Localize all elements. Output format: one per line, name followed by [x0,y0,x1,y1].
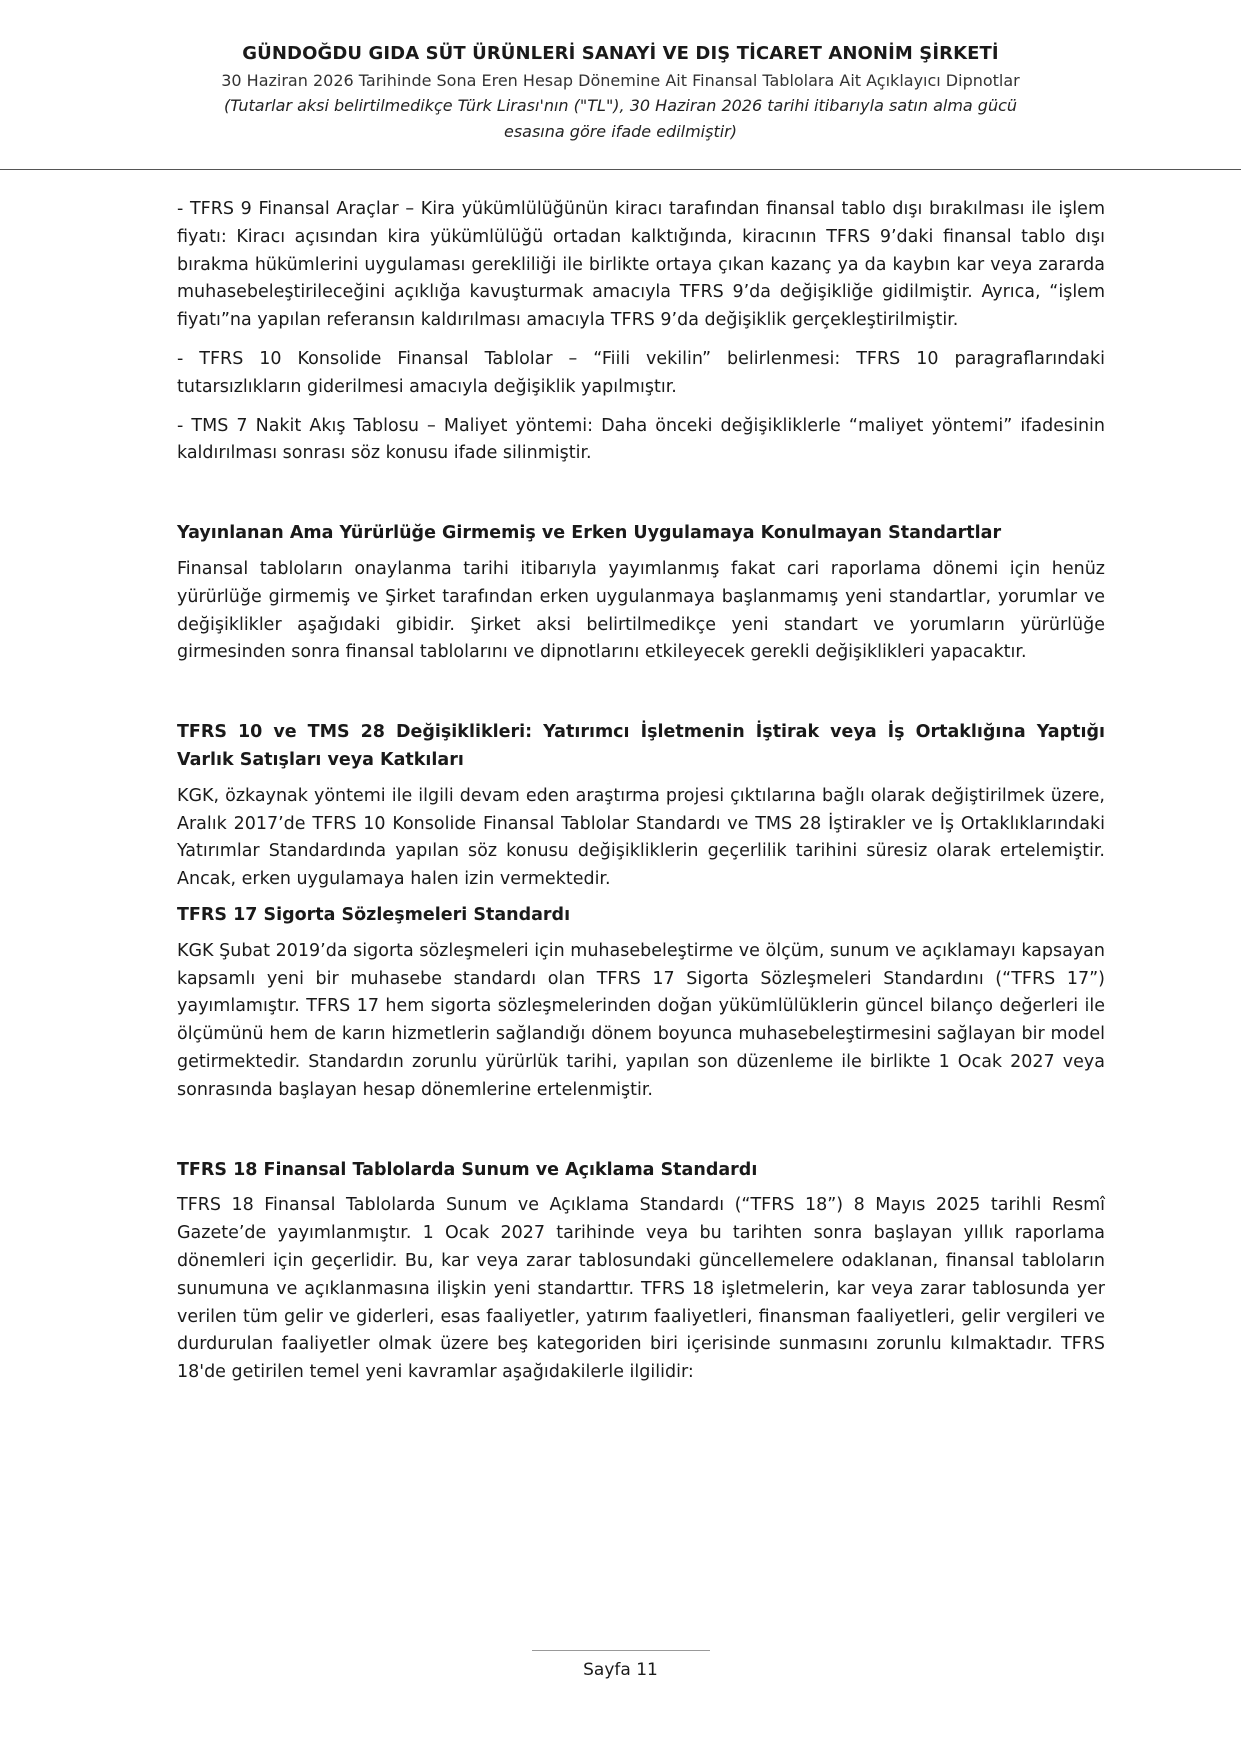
heading-tfrs18: TFRS 18 Finansal Tablolarda Sunum ve Açıklama Standardı [177,1159,758,1180]
footer-divider [532,1650,710,1651]
paragraph-tfrs18: TFRS 18 Finansal Tablolarda Sunum ve Açıklama Standardı (“TFRS 18”) 8 Mayıs 2025 tarihli Resmî Gazete’de yayımlanmıştır. 1 Ocak 2027 tarihinde veya bu tarihten sonra başlayan yıllık raporlama dönemleri için geçerlidir. Bu, kar veya zarar tablosundaki güncellemelere odaklanan, finansal tabloların sunumuna ve açıklanmasına ilişkin yeni standarttır. TFRS 18 işletmelerin, kar veya zarar tablosunda yer verilen tüm gelir ve giderleri, esas faaliyetler, yatırım faaliyetleri, finansman faaliyetleri, gelir vergileri ve durdurulan faaliyetler olmak üzere beş kategoriden biri içerisinde sunmasını zorunlu kılmaktadır. TFRS 18'de getirilen temel yeni kavramlar aşağıdakilerle ilgilidir: [177,1195,1105,1383]
paragraph-tfrs9: - TFRS 9 Finansal Araçlar – Kira yükümlülüğünün kiracı tarafından finansal tablo dışı bırakılması ile işlem fiyatı: Kiracı açısından kira yükümlülüğü ortadan kalktığında, kiracının TFRS 9’daki finansal tablo dışı bırakma hükümlerini uygulaması gerekliliği ile birlikte ortaya çıkan kazanç ya da kaybın kar veya zararda muhasebeleştirileceğini açıklığa kavuşturmak amacıyla TFRS 9’da değişikliğe gidilmiştir. Ayrıca, “işlem fiyatı”na yapılan referansın kaldırılması amacıyla TFRS 9’da değişiklik gerçekleştirilmiştir. [177,199,1105,331]
document-subtitle: 30 Haziran 2026 Tarihinde Sona Eren Hesap Dönemine Ait Finansal Tablolara Ait Açıklayıcı Dipnotlar [221,71,1020,90]
paragraph-new-standards: Finansal tabloların onaylanma tarihi itibarıyla yayımlanmış fakat cari raporlama dönemi için henüz yürürlüğe girmemiş ve Şirket tarafından erken uygulanmaya başlanmamış yeni standartlar, yorumlar ve değişiklikler aşağıdaki gibidir. Şirket aksi belirtilmedikçe yeni standart ve yorumların yürürlüğe girmesinden sonra finansal tablolarını ve dipnotlarını etkileyecek gerekli değişiklikleri yapacaktır. [177,558,1105,663]
paragraph-tfrs17: KGK Şubat 2019’da sigorta sözleşmeleri için muhasebeleştirme ve ölçüm, sunum ve açıklamayı kapsayan kapsamlı yeni bir muhasebe standardı olan TFRS 17 Sigorta Sözleşmeleri Standardını (“TFRS 17”) yayımlamıştır. TFRS 17 hem sigorta sözleşmelerinden doğan yükümlülüklerin güncel bilanço değerleri ile ölçümünü hem de karın hizmetlerin sağlandığı dönem boyunca muhasebeleştirmesini sağlayan bir model getirmektedir. Standardın zorunlu yürürlük tarihi, yapılan son düzenleme ile birlikte 1 Ocak 2027 veya sonrasında başlayan hesap dönemlerine ertelenmiştir. [177,940,1105,1100]
paragraph-tfrs10-tms28: KGK, özkaynak yöntemi ile ilgili devam eden araştırma projesi çıktılarına bağlı olarak değiştirilmek üzere, Aralık 2017’de TFRS 10 Konsolide Finansal Tablolar Standardı ve TMS 28 İştirakler ve İş Ortaklıklarındaki Yatırımlar Standardında yapılan söz konusu değişikliklerin geçerlilik tarihini süresiz olarak ertelemiştir. Ancak, erken uygulamaya halen izin vermektedir. [177,785,1105,890]
page-header [0,40,1241,145]
header-divider [0,169,1241,170]
currency-note: (Tutarlar aksi belirtilmedikçe Türk Lirası'nın ("TL"), 30 Haziran 2026 tarihi itibarıyla satın alma gücü esasına göre ifade edilmiştir) [223,96,1018,141]
paragraph-tfrs10: - TFRS 10 Konsolide Finansal Tablolar – “Fiili vekilin” belirlenmesi: TFRS 10 paragraflarındaki tutarsızlıkların giderilmesi amacıyla değişiklik yapılmıştır. [177,348,1105,397]
heading-new-standards: Yayınlanan Ama Yürürlüğe Girmemiş ve Erken Uygulamaya Konulmayan Standartlar [177,523,1002,544]
heading-tfrs10-tms28: TFRS 10 ve TMS 28 Değişiklikleri: Yatırımcı İşletmenin İştirak veya İş Ortaklığına Yaptığı Varlık Satışları veya Katkıları [177,722,1105,770]
company-name: GÜNDOĞDU GIDA SÜT ÜRÜNLERİ SANAYİ VE DIŞ TİCARET ANONİM ŞİRKETİ [242,43,999,64]
page-footer [0,1650,1241,1683]
heading-tfrs17: TFRS 17 Sigorta Sözleşmeleri Standardı [177,904,571,925]
page-number: Sayfa 11 [583,1660,658,1680]
document-body [177,196,1105,1387]
paragraph-tms7: - TMS 7 Nakit Akış Tablosu – Maliyet yöntemi: Daha önceki değişikliklerle “maliyet yöntemi” ifadesinin kaldırılması sonrası söz konusu ifade silinmiştir. [177,415,1105,464]
